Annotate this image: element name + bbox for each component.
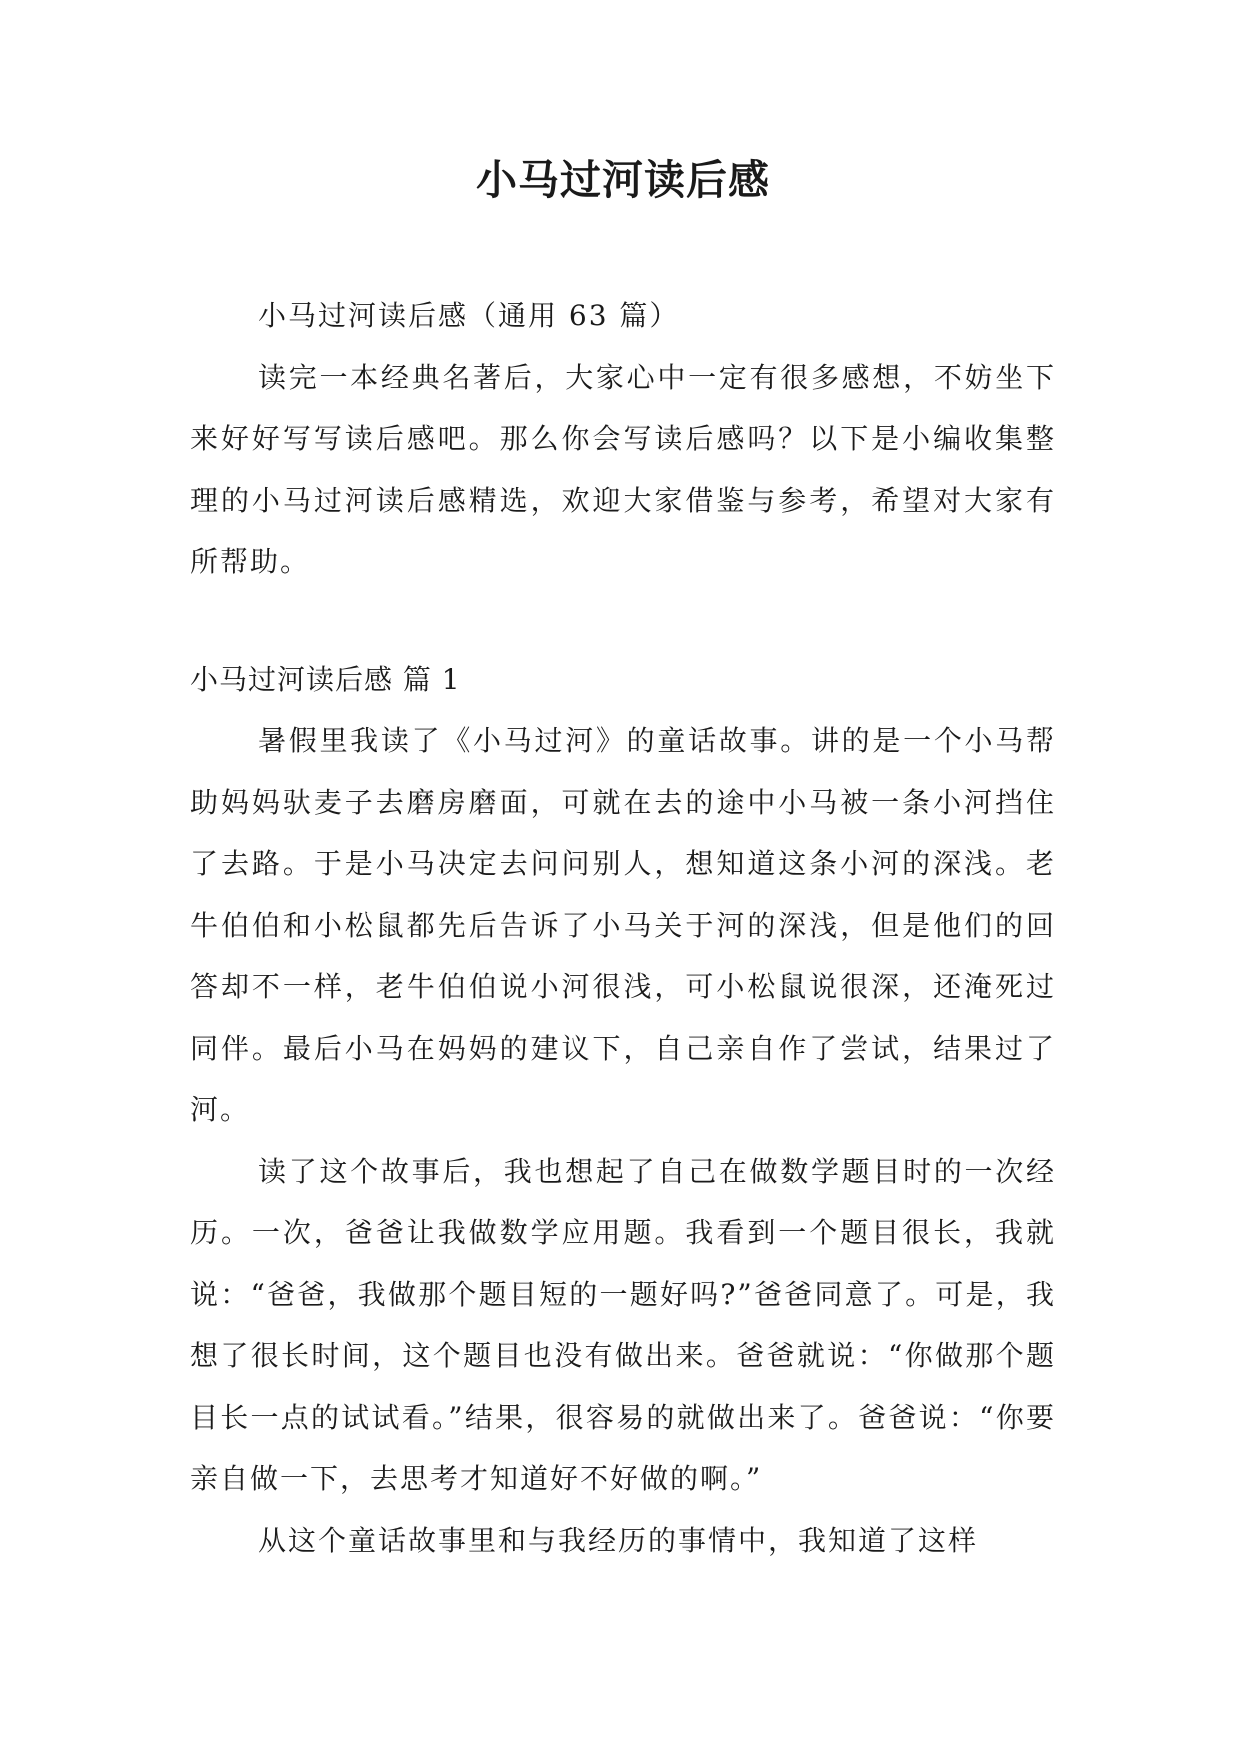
body-paragraph: 暑假里我读了《小马过河》的童话故事。讲的是一个小马帮助妈妈驮麦子去磨房磨面，可就在去的途中小马被一条小河挡住了去路。于是小马决定去问问别人，想知道这条小河的深浅。老牛伯伯和小松鼠都先后告诉了小马关于河的深浅，但是他们的回答却不一样，老牛伯伯说小河很浅，可小松鼠说很深，还淹死过同伴。最后小马在妈妈的建议下，自己亲自作了尝试，结果过了河。 [190,724,1056,1126]
body-paragraph: 从这个童话故事里和与我经历的事情中，我知道了这样 [258,1523,979,1557]
intro-subtitle: 小马过河读后感（通用 63 篇） [258,299,680,332]
section-gap [190,593,1056,649]
body-paragraph: 读了这个故事后，我也想起了自己在做数学题目时的一次经历。一次，爸爸让我做数学应用题。我看到一个题目很长，我就说：“爸爸，我做那个题目短的一题好吗?”爸爸同意了。可是，我想了很长时间，这个题目也没有做出来。爸爸就说：“你做那个题目长一点的试试看。”结果，很容易的就做出来了。爸爸说：“你要亲自做一下，去思考才知道好不好做的啊。” [190,1154,1056,1495]
section-heading: 小马过河读后感 篇 1 [190,662,461,696]
document-body [190,285,1056,1571]
intro-paragraph: 读完一本经典名著后，大家心中一定有很多感想，不妨坐下来好好写写读后感吧。那么你会写读后感吗？以下是小编收集整理的小马过河读后感精选，欢迎大家借鉴与参考，希望对大家有所帮助。 [190,360,1056,578]
document-title: 小马过河读后感 [476,156,770,204]
